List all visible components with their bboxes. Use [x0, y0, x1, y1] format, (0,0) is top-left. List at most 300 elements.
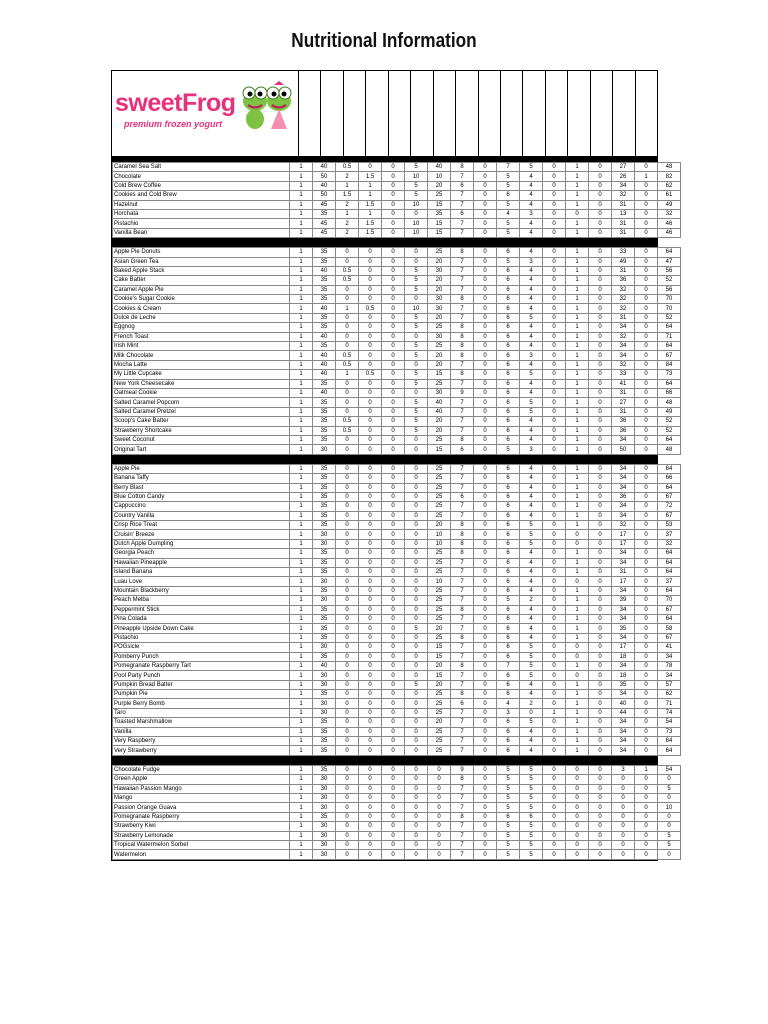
nutrient-value-cell: 4 [520, 200, 543, 209]
nutrient-value-cell: 0 [635, 370, 658, 379]
nutrient-value-cell: 25 [428, 379, 451, 388]
nutrient-value-cell: 1 [290, 304, 313, 313]
nutrient-value-cell: 39 [612, 596, 635, 605]
nutrient-value-cell: 20 [428, 181, 451, 190]
nutrient-value-cell: 1 [290, 690, 313, 699]
nutrient-value-cell: 73 [658, 727, 681, 736]
nutrient-value-cell: 0 [474, 577, 497, 586]
nutrient-value-cell: 7 [451, 568, 474, 577]
nutrient-value-cell: 61 [658, 191, 681, 200]
nutrient-value-cell: 0 [635, 163, 658, 172]
nutrient-value-cell: 40 [313, 370, 336, 379]
nutrient-value-cell: 0 [359, 257, 382, 266]
nutrient-value-cell: 0 [336, 398, 359, 407]
table-row [113, 794, 681, 803]
nutrient-value-cell: 30 [313, 840, 336, 849]
table-row [113, 605, 681, 614]
nutrient-value-cell: 30 [313, 577, 336, 586]
nutrient-value-cell: 1 [290, 295, 313, 304]
nutrient-value-cell: 0 [474, 812, 497, 821]
page-title: Nutritional Information [291, 30, 477, 52]
nutrient-value-cell: 5 [497, 840, 520, 849]
nutrient-value-cell: 10 [428, 530, 451, 539]
nutrient-value-cell: 0 [359, 633, 382, 642]
nutrient-value-cell: 67 [658, 605, 681, 614]
nutrient-value-cell: 0 [566, 643, 589, 652]
nutrient-value-cell: 1 [290, 850, 313, 859]
nutrient-value-cell: 0 [589, 323, 612, 332]
nutrient-value-cell: 7 [451, 464, 474, 473]
nutrient-value-cell: 5 [405, 351, 428, 360]
nutrient-value-cell: 0 [543, 295, 566, 304]
nutrient-value-cell: 27 [612, 163, 635, 172]
nutrient-value-cell: 5 [405, 323, 428, 332]
nutrient-value-cell: 30 [313, 445, 336, 454]
nutrient-value-cell: 0 [589, 822, 612, 831]
nutrient-value-cell: 0 [382, 671, 405, 680]
nutrient-value-cell: 0 [382, 388, 405, 397]
nutrient-value-cell: 0 [589, 474, 612, 483]
nutrient-value-cell: 0 [635, 191, 658, 200]
nutrition-table [112, 157, 673, 860]
brand-name: sweetFrog [115, 89, 236, 117]
nutrient-value-cell: 0 [589, 398, 612, 407]
table-row [113, 746, 681, 755]
nutrient-value-cell: 0 [336, 492, 359, 501]
nutrient-value-cell: 0 [635, 775, 658, 784]
nutrient-value-cell: 5 [520, 822, 543, 831]
nutrient-value-cell: 0 [405, 605, 428, 614]
nutrient-value-cell: 0 [336, 661, 359, 670]
nutrient-value-cell: 0 [589, 163, 612, 172]
nutrient-value-cell: 0 [543, 718, 566, 727]
nutrient-value-cell: 50 [612, 445, 635, 454]
nutrient-value-cell: 32 [612, 285, 635, 294]
nutrient-value-cell: 0 [359, 398, 382, 407]
nutrient-value-cell: 0 [336, 295, 359, 304]
nutrient-value-cell: 0 [405, 464, 428, 473]
nutrient-value-cell: 1 [566, 521, 589, 530]
nutrient-value-cell: 1 [290, 671, 313, 680]
frog-mascot-icon [240, 81, 294, 133]
nutrient-value-cell: 0 [405, 511, 428, 520]
nutrient-value-cell: 6 [497, 680, 520, 689]
nutrient-value-cell: 0 [543, 388, 566, 397]
column-header-cell [344, 71, 366, 156]
nutrient-value-cell: 0 [405, 332, 428, 341]
nutrient-value-cell: 0 [474, 746, 497, 755]
nutrient-value-cell: 58 [658, 624, 681, 633]
nutrient-value-cell: 0 [405, 492, 428, 501]
nutrient-value-cell: 0 [336, 342, 359, 351]
flavor-name-cell: Pumpkin Bread Batter [113, 680, 290, 689]
nutrient-value-cell: 2 [520, 699, 543, 708]
nutrient-value-cell: 8 [451, 690, 474, 699]
nutrient-value-cell: 40 [313, 266, 336, 275]
nutrient-value-cell: 0 [336, 699, 359, 708]
nutrient-value-cell: 0 [359, 502, 382, 511]
nutrient-value-cell: 0 [635, 727, 658, 736]
nutrient-value-cell: 0 [336, 407, 359, 416]
nutrient-value-cell: 0 [382, 228, 405, 237]
nutrient-value-cell: 0 [543, 652, 566, 661]
nutrient-value-cell: 0 [405, 633, 428, 642]
nutrient-value-cell: 0 [543, 332, 566, 341]
nutrient-value-cell: 0 [405, 822, 428, 831]
nutrient-value-cell: 0 [405, 765, 428, 774]
nutrient-value-cell: 64 [658, 379, 681, 388]
nutrient-value-cell: 17 [612, 643, 635, 652]
nutrient-value-cell: 7 [451, 784, 474, 793]
nutrient-value-cell: 0 [336, 840, 359, 849]
nutrient-value-cell: 0 [474, 530, 497, 539]
nutrient-value-cell: 1 [290, 784, 313, 793]
nutrient-value-cell: 7 [451, 219, 474, 228]
nutrient-value-cell: 0 [382, 568, 405, 577]
nutrient-value-cell: 0 [336, 831, 359, 840]
column-header-cell [411, 71, 433, 156]
nutrient-value-cell: 1 [290, 200, 313, 209]
nutrient-value-cell: 30 [313, 699, 336, 708]
nutrient-value-cell: 5 [405, 680, 428, 689]
nutrient-value-cell: 0 [635, 812, 658, 821]
nutrient-value-cell: 6 [497, 558, 520, 567]
table-row [113, 398, 681, 407]
nutrient-value-cell: 0 [428, 775, 451, 784]
column-header-cell [434, 71, 456, 156]
flavor-name-cell: Purple Berry Bomb [113, 699, 290, 708]
nutrient-value-cell: 4 [520, 332, 543, 341]
flavor-name-cell: New York Cheesecake [113, 379, 290, 388]
nutrient-value-cell: 0 [635, 671, 658, 680]
nutrient-value-cell: 4 [520, 426, 543, 435]
nutrient-value-cell: 30 [313, 708, 336, 717]
nutrient-value-cell: 6 [497, 511, 520, 520]
flavor-name-cell: Cookie's Sugar Cookie [113, 295, 290, 304]
nutrient-value-cell: 0 [635, 624, 658, 633]
nutrient-value-cell: 0 [359, 351, 382, 360]
flavor-name-cell: Pool Party Punch [113, 671, 290, 680]
nutrient-value-cell: 0 [428, 794, 451, 803]
nutrient-value-cell: 9 [451, 765, 474, 774]
nutrient-value-cell: 4 [520, 304, 543, 313]
nutrient-value-cell: 0 [566, 822, 589, 831]
nutrient-value-cell: 1 [543, 708, 566, 717]
nutrient-value-cell: 1 [566, 699, 589, 708]
nutrient-value-cell: 35 [313, 511, 336, 520]
nutrient-value-cell: 1 [566, 435, 589, 444]
nutrient-value-cell: 34 [612, 746, 635, 755]
flavor-name-cell: Pumpkin Pie [113, 690, 290, 699]
nutrient-value-cell: 1 [290, 483, 313, 492]
nutrient-value-cell: 0 [543, 181, 566, 190]
nutrient-value-cell: 35 [313, 295, 336, 304]
nutrient-value-cell: 36 [612, 417, 635, 426]
nutrient-value-cell: 0 [543, 812, 566, 821]
nutrient-value-cell: 0 [359, 661, 382, 670]
nutrient-value-cell: 7 [451, 502, 474, 511]
nutrient-value-cell: 0 [405, 746, 428, 755]
nutrient-value-cell: 0 [359, 492, 382, 501]
nutrient-value-cell: 5 [520, 671, 543, 680]
nutrient-value-cell: 0 [566, 794, 589, 803]
nutrient-value-cell: 0 [359, 295, 382, 304]
nutrient-value-cell: 5 [405, 276, 428, 285]
nutrient-value-cell: 0 [543, 614, 566, 623]
nutrient-value-cell: 0 [336, 718, 359, 727]
nutrient-value-cell: 20 [428, 680, 451, 689]
nutrient-value-cell: 64 [658, 549, 681, 558]
nutrient-value-cell: 7 [451, 474, 474, 483]
nutrient-value-cell: 6 [497, 474, 520, 483]
nutrient-value-cell: 0 [474, 200, 497, 209]
flavor-name-cell: Scoop's Cake Batter [113, 417, 290, 426]
nutrient-value-cell: 0 [405, 474, 428, 483]
nutrient-value-cell: 0 [566, 831, 589, 840]
nutrient-value-cell: 0 [382, 191, 405, 200]
nutrient-value-cell: 33 [612, 370, 635, 379]
nutrient-value-cell: 0 [428, 831, 451, 840]
nutrient-value-cell: 1 [290, 643, 313, 652]
nutrient-value-cell: 0 [382, 276, 405, 285]
nutrient-value-cell: 0 [336, 257, 359, 266]
nutrient-value-cell: 0 [566, 765, 589, 774]
nutrient-value-cell: 4 [520, 464, 543, 473]
nutrient-value-cell: 7 [451, 596, 474, 605]
nutrient-value-cell: 1 [566, 313, 589, 322]
nutrient-value-cell: 0 [382, 163, 405, 172]
nutrient-value-cell: 0 [635, 483, 658, 492]
nutrient-value-cell: 62 [658, 181, 681, 190]
nutrient-value-cell: 5 [497, 219, 520, 228]
nutrient-value-cell: 46 [658, 228, 681, 237]
nutrient-value-cell: 34 [612, 474, 635, 483]
nutrient-value-cell: 0 [359, 426, 382, 435]
flavor-name-cell: Dutch Apple Dumpling [113, 539, 290, 548]
table-row [113, 784, 681, 793]
flavor-name-cell: Hawaiian Passion Mango [113, 784, 290, 793]
nutrient-value-cell: 0 [474, 822, 497, 831]
nutrient-value-cell: 6 [497, 435, 520, 444]
nutrient-value-cell: 52 [658, 276, 681, 285]
nutrient-value-cell: 4 [520, 342, 543, 351]
nutrient-value-cell: 35 [612, 680, 635, 689]
table-row [113, 718, 681, 727]
flavor-name-cell: Cake Batter [113, 276, 290, 285]
nutrient-value-cell: 0 [589, 219, 612, 228]
nutrient-value-cell: 34 [612, 464, 635, 473]
nutrient-value-cell: 5 [497, 200, 520, 209]
flavor-name-cell: Vanilla Bean [113, 228, 290, 237]
nutrient-value-cell: 0 [474, 775, 497, 784]
nutrient-value-cell: 4 [520, 549, 543, 558]
nutrient-value-cell: 0 [474, 483, 497, 492]
nutrient-value-cell: 0 [543, 699, 566, 708]
nutrient-value-cell: 0 [382, 219, 405, 228]
nutrient-value-cell: 66 [658, 388, 681, 397]
nutrient-value-cell: 0.5 [336, 266, 359, 275]
nutrient-value-cell: 0 [589, 530, 612, 539]
nutrient-value-cell: 4 [520, 191, 543, 200]
nutrient-value-cell: 5 [497, 257, 520, 266]
nutrient-value-cell: 35 [313, 812, 336, 821]
nutrient-value-cell: 35 [313, 398, 336, 407]
nutrient-value-cell: 0 [359, 435, 382, 444]
nutrient-value-cell: 6 [497, 313, 520, 322]
nutrient-value-cell: 6 [451, 181, 474, 190]
nutrient-value-cell: 32 [612, 191, 635, 200]
nutrient-value-cell: 70 [658, 304, 681, 313]
nutrient-value-cell: 1 [566, 718, 589, 727]
nutrient-value-cell: 0 [405, 586, 428, 595]
flavor-name-cell: My Little Cupcake [113, 370, 290, 379]
nutrient-value-cell: 32 [658, 539, 681, 548]
nutrient-value-cell: 0 [589, 699, 612, 708]
nutrient-value-cell: 5 [520, 539, 543, 548]
nutrient-value-cell: 4 [520, 614, 543, 623]
nutrient-value-cell: 0 [474, 727, 497, 736]
table-row [113, 765, 681, 774]
nutrient-value-cell: 0 [635, 248, 658, 257]
nutrient-value-cell: 6 [497, 483, 520, 492]
nutrient-value-cell: 0 [635, 200, 658, 209]
nutrient-value-cell: 0 [382, 200, 405, 209]
nutrient-value-cell: 1 [336, 181, 359, 190]
nutrient-value-cell: 0 [543, 257, 566, 266]
nutrient-value-cell: 0 [405, 699, 428, 708]
nutrient-value-cell: 1 [290, 407, 313, 416]
flavor-name-cell: Horchata [113, 209, 290, 218]
nutrient-value-cell: 8 [451, 633, 474, 642]
nutrient-value-cell: 4 [520, 474, 543, 483]
nutrient-value-cell: 0 [566, 652, 589, 661]
nutrient-value-cell: 2 [336, 172, 359, 181]
nutrient-value-cell: 30 [313, 822, 336, 831]
nutrient-value-cell: 0 [589, 342, 612, 351]
nutrient-value-cell: 0 [635, 181, 658, 190]
nutrient-value-cell: 7 [451, 511, 474, 520]
nutrient-value-cell: 1 [566, 398, 589, 407]
flavor-name-cell: Banana Taffy [113, 474, 290, 483]
nutrient-value-cell: 6 [497, 304, 520, 313]
nutrient-value-cell: 0 [405, 794, 428, 803]
nutrient-value-cell: 35 [313, 727, 336, 736]
nutrient-value-cell: 0 [589, 351, 612, 360]
flavor-name-cell: Pomegranate Raspberry Tart [113, 661, 290, 670]
nutrient-value-cell: 0 [382, 727, 405, 736]
nutrient-value-cell: 34 [612, 727, 635, 736]
nutrient-value-cell: 35 [313, 435, 336, 444]
flavor-name-cell: Very Strawberry [113, 746, 290, 755]
nutrient-value-cell: 0 [474, 163, 497, 172]
nutrient-value-cell: 0 [543, 219, 566, 228]
nutrient-value-cell: 0 [359, 313, 382, 322]
nutrient-value-cell: 0 [474, 351, 497, 360]
nutrient-value-cell: 1 [566, 379, 589, 388]
nutrient-value-cell: 35 [313, 746, 336, 755]
nutrient-value-cell: 5 [405, 417, 428, 426]
nutrient-value-cell: 1 [566, 323, 589, 332]
nutrient-value-cell: 0 [589, 803, 612, 812]
nutrient-value-cell: 0 [543, 671, 566, 680]
nutrient-value-cell: 1 [566, 549, 589, 558]
nutrient-value-cell: 0 [336, 577, 359, 586]
nutrient-value-cell: 0 [589, 172, 612, 181]
nutrient-value-cell: 0 [405, 614, 428, 623]
nutrient-value-cell: 15 [428, 445, 451, 454]
nutrient-value-cell: 20 [428, 426, 451, 435]
nutrient-value-cell: 40 [313, 388, 336, 397]
nutrient-value-cell: 8 [451, 370, 474, 379]
nutrient-value-cell: 1 [566, 360, 589, 369]
table-row [113, 568, 681, 577]
nutrient-value-cell: 0 [543, 690, 566, 699]
nutrient-value-cell: 0 [543, 605, 566, 614]
nutrient-value-cell: 0 [474, 521, 497, 530]
table-row [113, 181, 681, 190]
flavor-name-cell: Cookies and Cold Brew [113, 191, 290, 200]
nutrient-value-cell: 0 [635, 680, 658, 689]
nutrient-value-cell: 0 [382, 351, 405, 360]
nutrient-value-cell: 0 [589, 840, 612, 849]
nutrient-value-cell: 0 [405, 435, 428, 444]
nutrition-sheet [111, 70, 673, 861]
nutrient-value-cell: 1 [290, 511, 313, 520]
nutrient-value-cell: 1 [566, 285, 589, 294]
table-row [113, 295, 681, 304]
nutrient-value-cell: 4 [520, 219, 543, 228]
nutrient-value-cell: 31 [612, 313, 635, 322]
nutrient-value-cell: 1 [336, 370, 359, 379]
nutrient-value-cell: 0 [589, 304, 612, 313]
nutrient-value-cell: 1 [290, 624, 313, 633]
nutrient-value-cell: 35 [313, 426, 336, 435]
nutrient-value-cell: 20 [428, 360, 451, 369]
table-row [113, 680, 681, 689]
column-header-cell [591, 71, 613, 156]
nutrient-value-cell: 0 [543, 379, 566, 388]
nutrient-value-cell: 0 [635, 304, 658, 313]
column-header-cell [546, 71, 568, 156]
nutrient-value-cell: 0 [336, 323, 359, 332]
nutrient-value-cell: 0 [382, 614, 405, 623]
flavor-name-cell: Strawberry Lemonade [113, 831, 290, 840]
nutrient-value-cell: 6 [451, 445, 474, 454]
nutrient-value-cell: 1 [290, 435, 313, 444]
nutrient-value-cell: 0 [635, 596, 658, 605]
nutrient-value-cell: 0 [405, 708, 428, 717]
nutrient-value-cell: 0 [635, 351, 658, 360]
flavor-name-cell: Tropical Watermelon Sorbet [113, 840, 290, 849]
nutrient-value-cell: 4 [520, 483, 543, 492]
nutrient-value-cell: 1 [290, 812, 313, 821]
nutrient-value-cell: 0 [635, 502, 658, 511]
nutrient-value-cell: 0 [382, 417, 405, 426]
nutrient-value-cell: 0 [336, 248, 359, 257]
nutrient-value-cell: 17 [612, 530, 635, 539]
nutrient-value-cell: 64 [658, 323, 681, 332]
nutrient-value-cell: 4 [520, 248, 543, 257]
nutrient-value-cell: 40 [313, 304, 336, 313]
nutrient-value-cell: 7 [451, 586, 474, 595]
nutrient-value-cell: 0 [635, 690, 658, 699]
nutrient-value-cell: 0 [589, 727, 612, 736]
nutrient-value-cell: 1 [566, 483, 589, 492]
nutrient-value-cell: 35 [313, 652, 336, 661]
nutrient-value-cell: 1 [566, 568, 589, 577]
nutrient-value-cell: 0 [566, 671, 589, 680]
nutrient-value-cell: 6 [497, 690, 520, 699]
